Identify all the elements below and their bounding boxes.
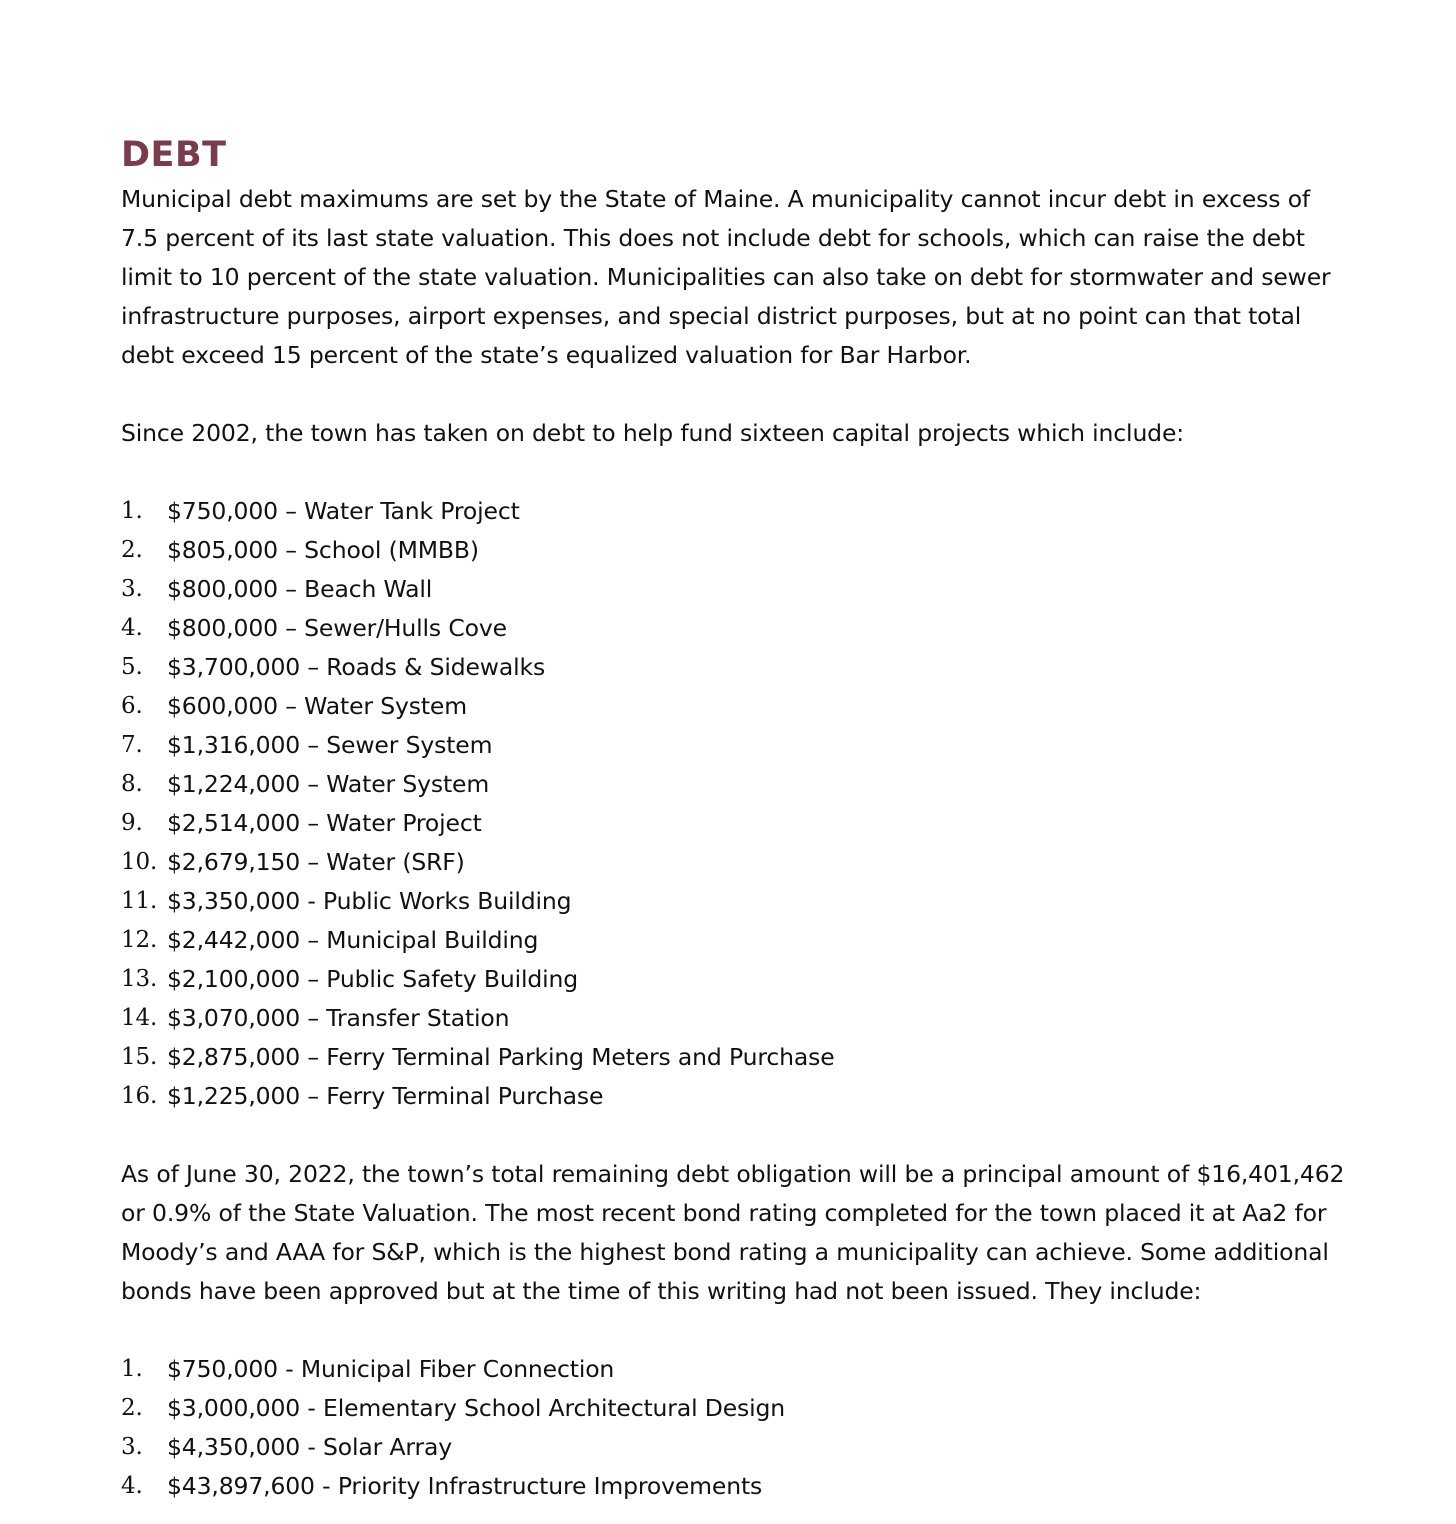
projects-list bbox=[121, 492, 1351, 1116]
list-text: $3,070,000 – Transfer Station bbox=[167, 1004, 510, 1032]
list-item bbox=[121, 1467, 1351, 1506]
paragraph-spacer bbox=[121, 375, 1351, 414]
list-item bbox=[121, 1350, 1351, 1389]
intro-line: 7.5 percent of its last state valuation. This does not include debt for schools, which can raise the debt bbox=[121, 224, 1305, 252]
list-text: $2,679,150 – Water (SRF) bbox=[167, 848, 465, 876]
list-number: 5. bbox=[121, 654, 143, 680]
list-item bbox=[121, 999, 1351, 1038]
projects-intro: Since 2002, the town has taken on debt to help fund sixteen capital projects which include: bbox=[121, 419, 1185, 447]
list-text: $2,514,000 – Water Project bbox=[167, 809, 482, 837]
list-number: 2. bbox=[121, 1395, 143, 1421]
list-item bbox=[121, 1038, 1351, 1077]
list-number: 3. bbox=[121, 576, 143, 602]
list-item bbox=[121, 921, 1351, 960]
list-text: $800,000 – Sewer/Hulls Cove bbox=[167, 614, 507, 642]
list-number: 4. bbox=[121, 615, 143, 641]
document-page bbox=[121, 130, 1351, 1506]
list-item bbox=[121, 570, 1351, 609]
list-item bbox=[121, 1389, 1351, 1428]
list-item bbox=[121, 492, 1351, 531]
paragraph-spacer bbox=[121, 1311, 1351, 1350]
list-item bbox=[121, 804, 1351, 843]
list-number: 2. bbox=[121, 537, 143, 563]
list-text: $3,000,000 - Elementary School Architectural Design bbox=[167, 1394, 786, 1422]
list-number: 1. bbox=[121, 1356, 143, 1382]
list-text: $2,100,000 – Public Safety Building bbox=[167, 965, 578, 993]
list-text: $43,897,600 - Priority Infrastructure Improvements bbox=[167, 1472, 763, 1500]
list-number: 16. bbox=[121, 1083, 158, 1109]
list-text: $800,000 – Beach Wall bbox=[167, 575, 433, 603]
list-number: 14. bbox=[121, 1005, 158, 1031]
paragraph-spacer bbox=[121, 453, 1351, 492]
list-item bbox=[121, 726, 1351, 765]
paragraph-spacer bbox=[121, 1116, 1351, 1155]
status-line: or 0.9% of the State Valuation. The most recent bond rating completed for the town placed it at Aa2 for bbox=[121, 1199, 1327, 1227]
list-text: $4,350,000 - Solar Array bbox=[167, 1433, 453, 1461]
list-number: 3. bbox=[121, 1434, 143, 1460]
intro-line: debt exceed 15 percent of the state’s equalized valuation for Bar Harbor. bbox=[121, 341, 972, 369]
status-line: bonds have been approved but at the time of this writing had not been issued. They include: bbox=[121, 1277, 1202, 1305]
status-line: Moody’s and AAA for S&P, which is the highest bond rating a municipality can achieve. Some additional bbox=[121, 1238, 1329, 1266]
list-number: 11. bbox=[121, 888, 158, 914]
list-text: $750,000 – Water Tank Project bbox=[167, 497, 520, 525]
intro-line: Municipal debt maximums are set by the State of Maine. A municipality cannot incur debt in excess of bbox=[121, 185, 1311, 213]
list-item bbox=[121, 648, 1351, 687]
list-item bbox=[121, 960, 1351, 999]
list-item bbox=[121, 1428, 1351, 1467]
list-text: $3,350,000 - Public Works Building bbox=[167, 887, 572, 915]
list-text: $1,316,000 – Sewer System bbox=[167, 731, 493, 759]
list-item bbox=[121, 843, 1351, 882]
status-line: As of June 30, 2022, the town’s total remaining debt obligation will be a principal amount of $16,401,462 bbox=[121, 1160, 1345, 1188]
list-item bbox=[121, 882, 1351, 921]
list-number: 8. bbox=[121, 771, 143, 797]
list-text: $2,442,000 – Municipal Building bbox=[167, 926, 539, 954]
list-item bbox=[121, 687, 1351, 726]
list-text: $1,225,000 – Ferry Terminal Purchase bbox=[167, 1082, 604, 1110]
section-heading: DEBT bbox=[121, 135, 227, 175]
list-number: 7. bbox=[121, 732, 143, 758]
list-text: $2,875,000 – Ferry Terminal Parking Meters and Purchase bbox=[167, 1043, 835, 1071]
list-number: 1. bbox=[121, 498, 143, 524]
list-number: 4. bbox=[121, 1473, 143, 1499]
pending-bonds-list bbox=[121, 1350, 1351, 1506]
intro-line: infrastructure purposes, airport expenses, and special district purposes, but at no point can that total bbox=[121, 302, 1302, 330]
list-number: 12. bbox=[121, 927, 158, 953]
list-number: 13. bbox=[121, 966, 158, 992]
list-text: $750,000 - Municipal Fiber Connection bbox=[167, 1355, 615, 1383]
intro-line: limit to 10 percent of the state valuation. Municipalities can also take on debt for stormwater and sewer bbox=[121, 263, 1331, 291]
list-item bbox=[121, 765, 1351, 804]
list-text: $805,000 – School (MMBB) bbox=[167, 536, 479, 564]
list-text: $1,224,000 – Water System bbox=[167, 770, 490, 798]
list-item bbox=[121, 1077, 1351, 1116]
list-item bbox=[121, 531, 1351, 570]
status-paragraph bbox=[121, 1155, 1351, 1311]
list-item bbox=[121, 609, 1351, 648]
list-number: 9. bbox=[121, 810, 143, 836]
list-text: $600,000 – Water System bbox=[167, 692, 467, 720]
list-number: 15. bbox=[121, 1044, 158, 1070]
intro-paragraph bbox=[121, 180, 1351, 375]
list-number: 6. bbox=[121, 693, 143, 719]
list-text: $3,700,000 – Roads & Sidewalks bbox=[167, 653, 546, 681]
list-number: 10. bbox=[121, 849, 158, 875]
